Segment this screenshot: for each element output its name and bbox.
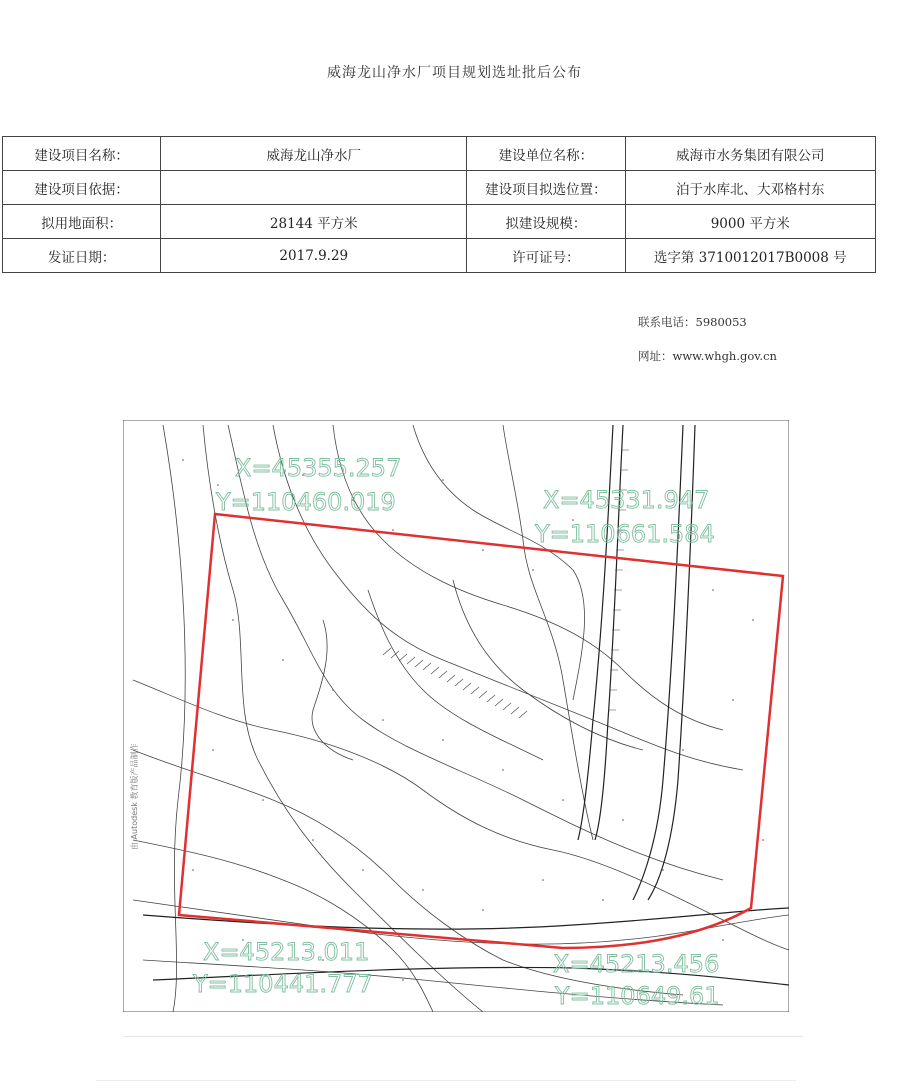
table-row (3, 171, 876, 205)
coord-1-x: X=45355.257 (235, 454, 402, 482)
contact-phone: 联系电话：5980053 (638, 315, 747, 329)
site-map-svg (123, 420, 789, 1012)
unit-name-label: 建设单位名称： (467, 137, 625, 171)
location-label: 建设项目拟选位置： (467, 171, 625, 205)
coord-2-y: Y=110661.584 (535, 520, 715, 548)
project-basis-label: 建设项目依据： (3, 171, 161, 205)
table-row (3, 239, 876, 273)
issue-date-label: 发证日期： (3, 239, 161, 273)
coord-2-x: X=45331.947 (543, 486, 710, 514)
table-row (3, 205, 876, 239)
location-value: 泊于水库北、大邓格村东 (625, 171, 875, 205)
project-basis-value (161, 171, 467, 205)
document-title: 威海龙山净水厂项目规划选址批后公布 (327, 65, 582, 81)
license-label: 许可证号： (467, 239, 625, 273)
divider (96, 1080, 796, 1081)
coord-3-y: Y=110441.777 (193, 970, 373, 998)
issue-date-value: 2017.9.29 (161, 239, 467, 273)
land-area-label: 拟用地面积： (3, 205, 161, 239)
license-value: 选字第 3710012017B0008 号 (625, 239, 875, 273)
scale-value: 9000 平方米 (625, 205, 875, 239)
contact-website: 网址：www.whgh.gov.cn (638, 349, 777, 363)
site-map (123, 420, 789, 1012)
coord-4-y: Y=110649.61 (555, 982, 720, 1010)
autodesk-watermark: 由 Autodesk 教育版产品制作 (130, 743, 139, 850)
scale-label: 拟建设规模： (467, 205, 625, 239)
project-info-table (2, 136, 876, 273)
table-row (3, 137, 876, 171)
coord-4-x: X=45213.456 (553, 950, 720, 978)
land-area-value: 28144 平方米 (161, 205, 467, 239)
project-name-value: 威海龙山净水厂 (161, 137, 467, 171)
divider (123, 1036, 803, 1037)
unit-name-value: 威海市水务集团有限公司 (625, 137, 875, 171)
project-name-label: 建设项目名称： (3, 137, 161, 171)
coord-1-y: Y=110460.019 (216, 488, 396, 516)
coord-3-x: X=45213.011 (203, 938, 370, 966)
